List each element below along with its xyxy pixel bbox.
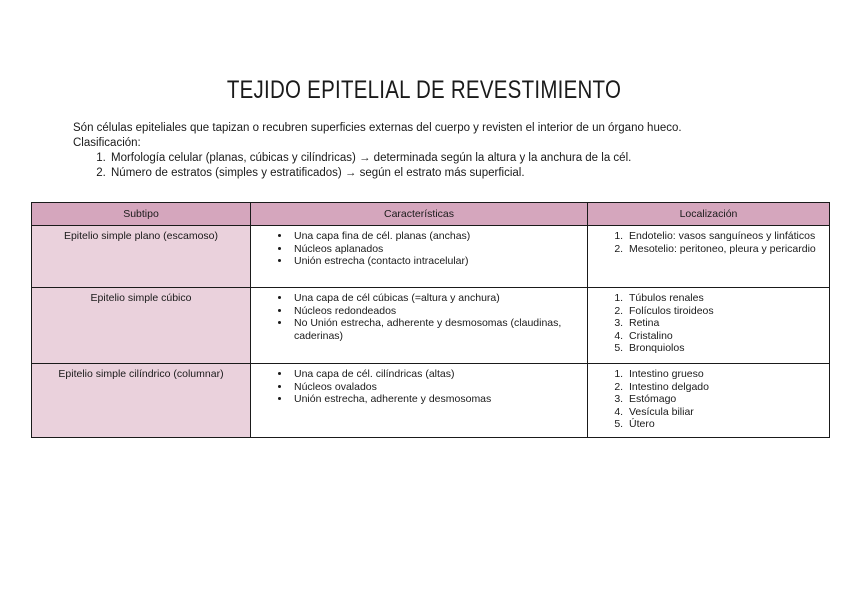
list-item: • Núcleos ovalados (291, 381, 581, 394)
epithelium-table (31, 202, 830, 438)
list-item: 2. Intestino delgado (626, 381, 823, 394)
list-item: • Una capa de cél. cilíndricas (altas) (291, 368, 581, 381)
list-item: 2. Mesotelio: peritoneo, pleura y pericardio (626, 243, 823, 256)
localizacion-cell (588, 226, 830, 288)
subtipo-cell: Epitelio simple cúbico (32, 288, 251, 364)
list-item: 1. Intestino grueso (626, 368, 823, 381)
list-item: • Una capa fina de cél. planas (anchas) (291, 230, 581, 243)
classification-item: 2. Número de estratos (simples y estratificados) → según el estrato más superficial. (109, 166, 793, 181)
list-item: 3. Estómago (626, 393, 823, 406)
caracteristicas-cell (251, 288, 588, 364)
table-row (32, 364, 830, 438)
list-item: 4. Vesícula biliar (626, 406, 823, 419)
classification-item: 1. Morfología celular (planas, cúbicas y cilíndricas) → determinada según la altura y la anchura de la cél. (109, 151, 793, 166)
header-caracteristicas: Características (251, 203, 588, 226)
table-row (32, 288, 830, 364)
table-row (32, 226, 830, 288)
list-item: 5. Bronquiolos (626, 342, 823, 355)
header-localizacion: Localización (588, 203, 830, 226)
intro-section (73, 121, 793, 181)
list-item: • Núcleos aplanados (291, 243, 581, 256)
subtipo-cell: Epitelio simple plano (escamoso) (32, 226, 251, 288)
page-title: TEJIDO EPITELIAL DE REVESTIMIENTO (226, 76, 622, 104)
subtipo-cell: Epitelio simple cilíndrico (columnar) (32, 364, 251, 438)
list-item: • No Unión estrecha, adherente y desmosomas (claudinas, caderinas) (291, 317, 581, 342)
localizacion-cell (588, 364, 830, 438)
list-item: 1. Endotelio: vasos sanguíneos y linfáticos (626, 230, 823, 243)
intro-classification-label: Clasificación: (73, 137, 141, 149)
classification-list (73, 151, 793, 181)
list-item: 3. Retina (626, 317, 823, 330)
header-subtipo: Subtipo (32, 203, 251, 226)
table-header-row (32, 203, 830, 226)
list-item: • Unión estrecha (contacto intracelular) (291, 255, 581, 268)
list-item: • Núcleos redondeados (291, 305, 581, 318)
caracteristicas-cell (251, 364, 588, 438)
list-item: 4. Cristalino (626, 330, 823, 343)
list-item: • Una capa de cél cúbicas (=altura y anchura) (291, 292, 581, 305)
list-item: 5. Útero (626, 418, 823, 431)
list-item: 2. Folículos tiroideos (626, 305, 823, 318)
localizacion-cell (588, 288, 830, 364)
caracteristicas-cell (251, 226, 588, 288)
list-item: • Unión estrecha, adherente y desmosomas (291, 393, 581, 406)
list-item: 1. Túbulos renales (626, 292, 823, 305)
intro-definition: Són células epiteliales que tapizan o recubren superficies externas del cuerpo y revisten el interior de un órgano hueco. (73, 122, 682, 134)
